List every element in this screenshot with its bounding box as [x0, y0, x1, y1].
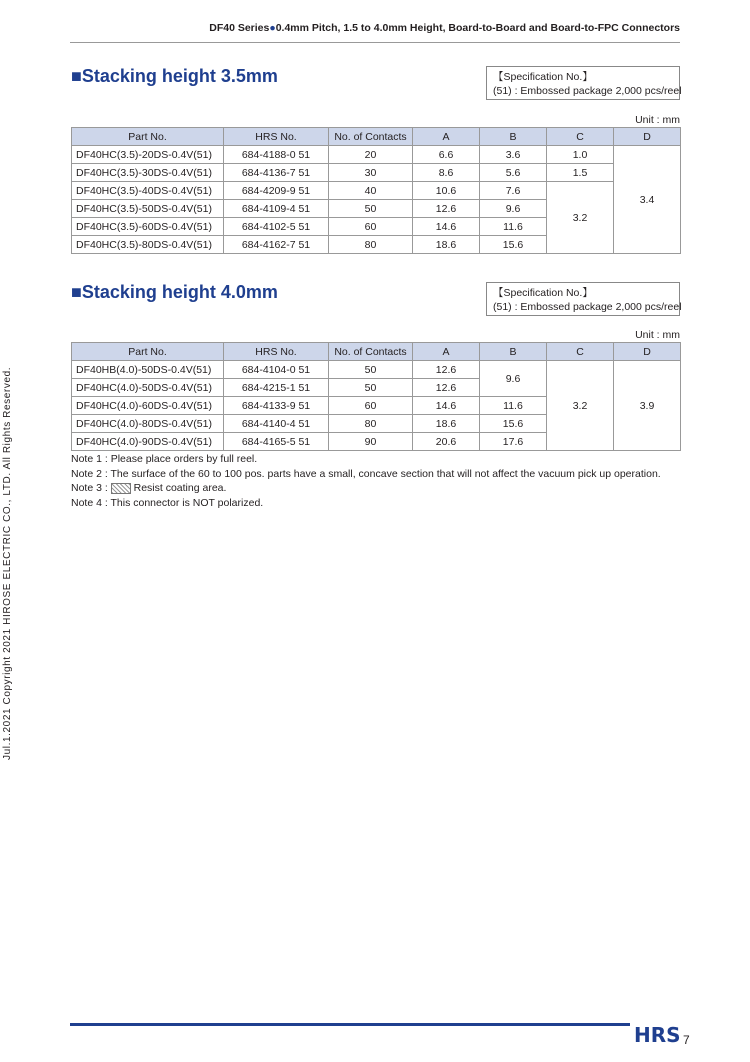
- spec-box: 【Specification No.】 (51) : Embossed package 2,000 pcs/reel: [486, 66, 680, 100]
- table-row: DF40HC(3.5)-80DS-0.4V(51) 684-4162-7 51 80 18.6 15.6: [72, 236, 681, 254]
- section-3-5mm: [71, 66, 680, 256]
- unit-label: Unit : mm: [635, 114, 680, 126]
- hrs-logo: HRS: [634, 1023, 681, 1047]
- parts-table-4-0: [71, 342, 681, 451]
- page-header: [70, 18, 680, 43]
- note-4: Note 4 : This connector is NOT polarized.: [71, 496, 264, 509]
- resist-pattern-icon: [111, 483, 131, 494]
- table-header-row: Part No. HRS No. No. of Contacts A B C D: [72, 128, 681, 146]
- table-header-row: Part No. HRS No. No. of Contacts A B C D: [72, 343, 681, 361]
- section-4-0mm: [71, 282, 680, 452]
- parts-table-3-5: [71, 127, 681, 254]
- table-row: DF40HC(4.0)-90DS-0.4V(51) 684-4165-5 51 90 20.6 17.6: [72, 433, 681, 451]
- page-number: 7: [683, 1033, 690, 1047]
- unit-label: Unit : mm: [635, 329, 680, 341]
- table-row: DF40HC(4.0)-50DS-0.4V(51) 684-4215-1 51 50 12.6: [72, 379, 681, 397]
- header-title: DF40 Series●0.4mm Pitch, 1.5 to 4.0mm Height, Board-to-Board and Board-to-FPC Connectors: [209, 22, 680, 34]
- table-row: DF40HC(3.5)-50DS-0.4V(51) 684-4109-4 51 50 12.6 9.6: [72, 200, 681, 218]
- table-row: DF40HC(3.5)-40DS-0.4V(51) 684-4209-9 51 40 10.6 7.6 3.2: [72, 182, 681, 200]
- note-2: Note 2 : The surface of the 60 to 100 pos. parts have a small, concave section that will not affect the vacuum pick up operation.: [71, 467, 661, 480]
- notes: [71, 452, 661, 510]
- table-row: DF40HC(4.0)-80DS-0.4V(51) 684-4140-4 51 80 18.6 15.6: [72, 415, 681, 433]
- section-title: ■Stacking height 3.5mm: [71, 66, 278, 86]
- table-row: DF40HC(3.5)-60DS-0.4V(51) 684-4102-5 51 60 14.6 11.6: [72, 218, 681, 236]
- spec-box: 【Specification No.】 (51) : Embossed package 2,000 pcs/reel: [486, 282, 680, 316]
- copyright-side-text: Jul.1.2021 Copyright 2021 HIROSE ELECTRIC CO., LTD. All Rights Reserved.: [2, 366, 13, 760]
- footer-rule: [70, 1023, 630, 1026]
- table-row: DF40HB(4.0)-50DS-0.4V(51) 684-4104-0 51 50 12.6 9.6 3.2 3.9: [72, 361, 681, 379]
- note-3: Note 3 : Resist coating area.: [71, 482, 227, 494]
- section-title: ■Stacking height 4.0mm: [71, 282, 278, 302]
- note-1: Note 1 : Please place orders by full reel.: [71, 453, 258, 465]
- table-row: DF40HC(4.0)-60DS-0.4V(51) 684-4133-9 51 60 14.6 11.6: [72, 397, 681, 415]
- table-row: DF40HC(3.5)-20DS-0.4V(51) 684-4188-0 51 20 6.6 3.6 1.0 3.4: [72, 146, 681, 164]
- table-row: DF40HC(3.5)-30DS-0.4V(51) 684-4136-7 51 30 8.6 5.6 1.5: [72, 164, 681, 182]
